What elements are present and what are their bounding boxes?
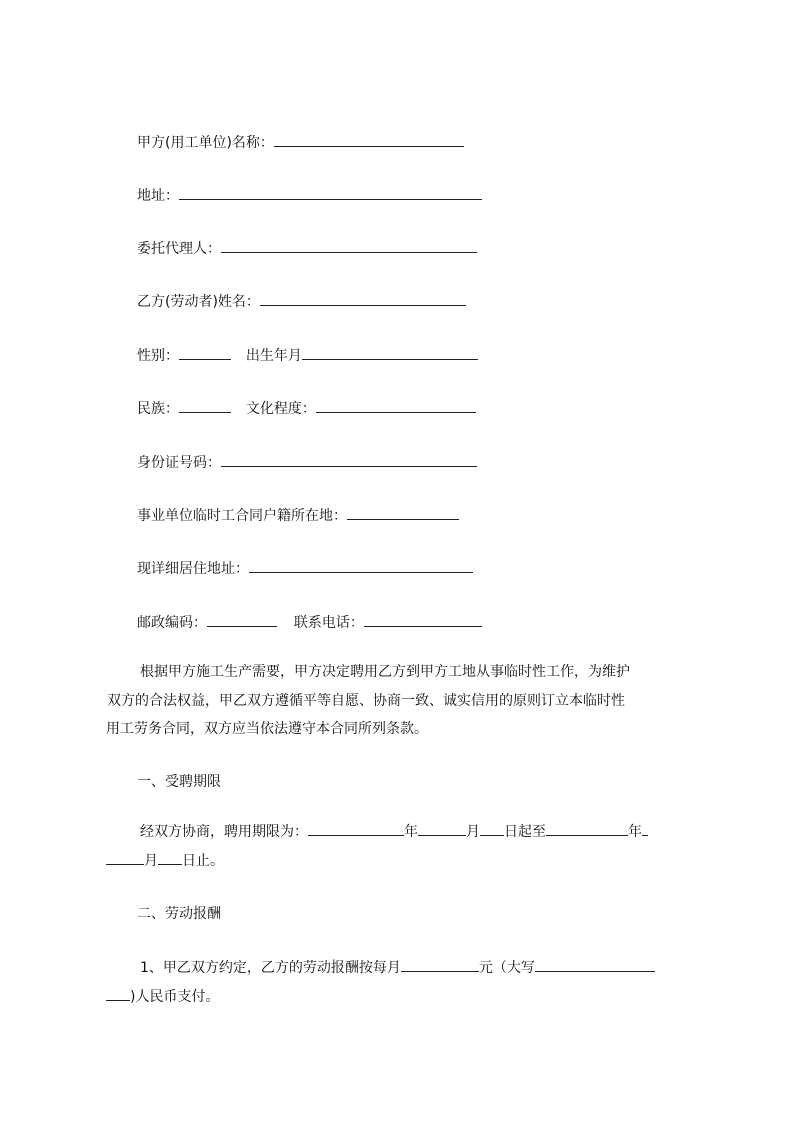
term-intro: 经双方协商，聘用期限为：: [140, 824, 308, 840]
section-2-body: [106, 954, 716, 1011]
end-year-tail-blank[interactable]: [642, 820, 648, 836]
section-1-body: [106, 818, 716, 875]
residence-row: [137, 557, 473, 577]
id-blank[interactable]: [221, 451, 477, 467]
address-label: 地址：: [137, 188, 179, 204]
party-b-name-label: 乙方(劳动者)姓名：: [137, 294, 260, 310]
residence-label: 现详细居住地址：: [137, 561, 249, 577]
agent-row: [137, 237, 477, 257]
start-day-blank[interactable]: [480, 820, 504, 836]
birth-blank[interactable]: [302, 344, 478, 360]
agent-blank[interactable]: [221, 237, 477, 253]
end-day-label: 日止。: [182, 852, 224, 869]
end-year-label: 年: [628, 824, 642, 840]
start-year-blank[interactable]: [308, 820, 404, 836]
residence-blank[interactable]: [249, 557, 473, 573]
registry-row: [137, 504, 459, 524]
pay-tail: )人民币支付。: [130, 988, 220, 1005]
term-line-1: [106, 818, 716, 847]
yuan-label: 元（大写: [478, 960, 535, 976]
start-month-label: 月: [466, 824, 480, 840]
phone-label: 联系电话：: [293, 615, 364, 631]
pay-in-words-tail-blank[interactable]: [106, 985, 130, 1001]
party-a-name-label: 甲方(用工单位)名称：: [137, 135, 274, 151]
end-year-blank[interactable]: [546, 820, 628, 836]
pay-intro: 1、甲乙双方约定，乙方的劳动报酬按每月: [140, 960, 401, 976]
end-month-label: 月: [144, 852, 158, 869]
section-1-heading: 一、受聘期限: [137, 774, 221, 790]
phone-blank[interactable]: [364, 611, 482, 627]
postcode-label: 邮政编码：: [137, 615, 207, 631]
address-row: [137, 184, 482, 204]
registry-label: 事业单位临时工合同户籍所在地：: [137, 508, 347, 524]
education-label: 文化程度：: [245, 401, 316, 417]
gender-label: 性别：: [137, 348, 179, 364]
preamble-line-1: 根据甲方施工生产需要，甲方决定聘用乙方到甲方工地从事临时性工作，为维护: [140, 664, 630, 680]
party-b-name-row: [137, 290, 466, 310]
preamble-line-3: 用工劳务合同，双方应当依法遵守本合同所列条款。: [106, 721, 428, 737]
preamble-line-2: 双方的合法权益，甲乙双方遵循平等自愿、协商一致、诚实信用的原则订立本临时性: [107, 692, 625, 709]
party-b-name-blank[interactable]: [260, 290, 466, 306]
pay-line-2: [106, 983, 716, 1012]
end-month-blank[interactable]: [106, 849, 144, 865]
ethnicity-label: 民族：: [137, 401, 179, 417]
party-a-name-blank[interactable]: [274, 131, 464, 147]
education-blank[interactable]: [316, 397, 476, 413]
ethnicity-education-row: [137, 397, 476, 417]
pay-in-words-blank[interactable]: [535, 956, 655, 972]
id-row: [137, 451, 477, 471]
ethnicity-blank[interactable]: [179, 397, 231, 413]
id-label: 身份证号码：: [137, 455, 221, 471]
party-a-name-row: [137, 131, 464, 151]
pay-line-1: [106, 954, 716, 983]
start-day-label: 日起至: [504, 824, 546, 840]
postcode-phone-row: [137, 611, 482, 631]
start-month-blank[interactable]: [418, 820, 466, 836]
registry-blank[interactable]: [347, 504, 459, 520]
postcode-blank[interactable]: [207, 611, 277, 627]
gender-birth-row: [137, 344, 478, 364]
section-2-heading: 二、劳动报酬: [137, 906, 221, 922]
end-day-blank[interactable]: [158, 849, 182, 865]
monthly-pay-blank[interactable]: [401, 956, 479, 972]
term-line-2: [106, 847, 716, 876]
start-year-label: 年: [404, 824, 418, 840]
preamble-paragraph: [106, 658, 716, 744]
gender-blank[interactable]: [179, 344, 231, 360]
address-blank[interactable]: [179, 184, 482, 200]
agent-label: 委托代理人：: [137, 241, 221, 257]
birth-label: 出生年月: [245, 348, 302, 364]
